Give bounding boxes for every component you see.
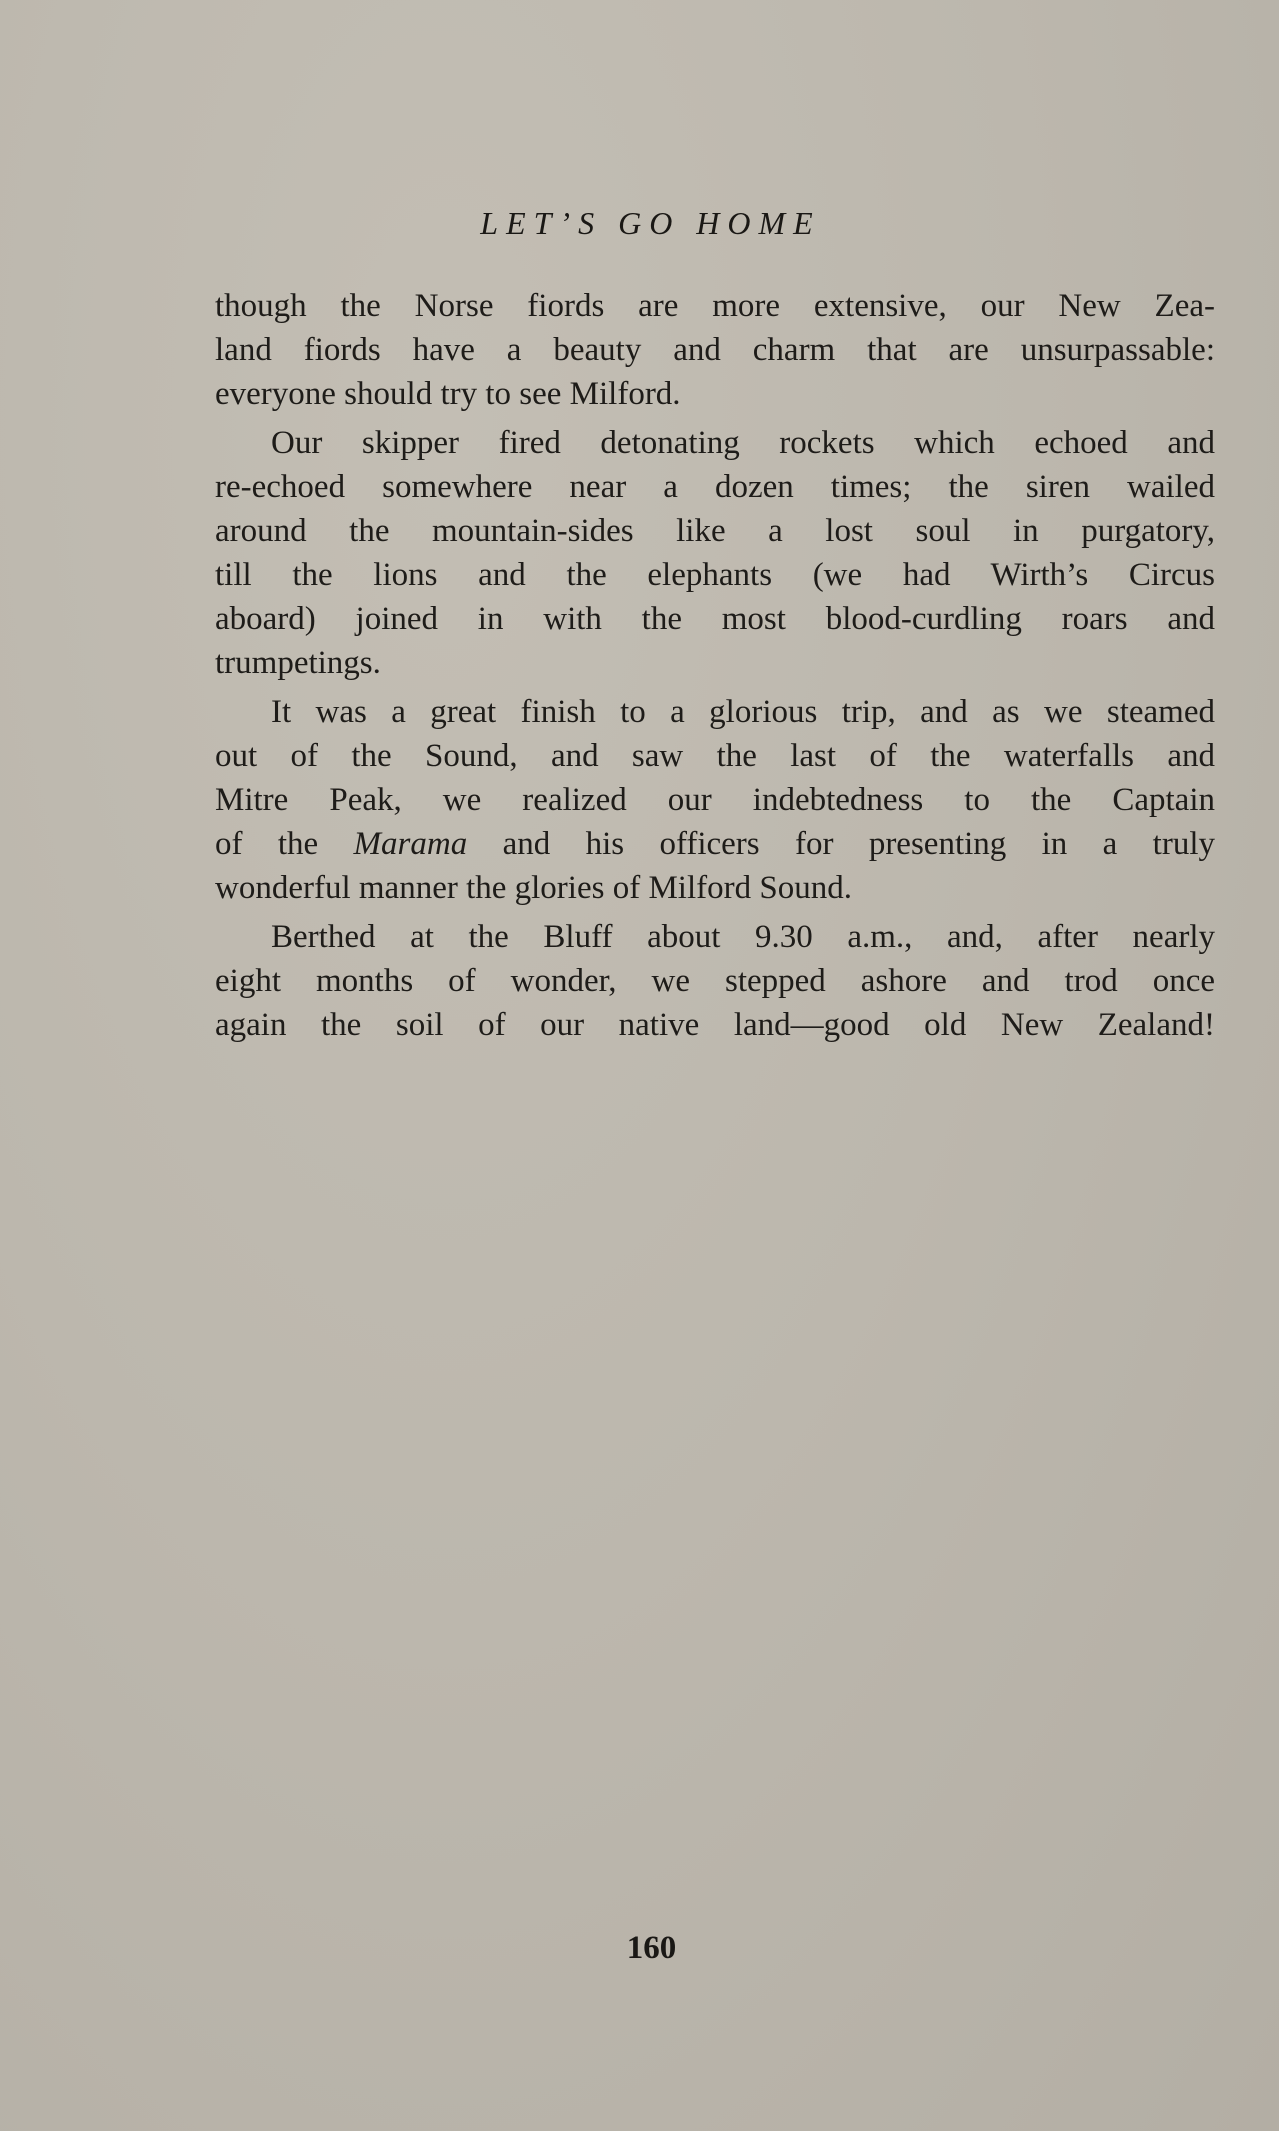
paragraph-1 <box>215 284 1215 416</box>
text-line: aboard) joined in with the most blood-curdling roars and <box>215 601 1215 637</box>
body-text <box>215 284 1215 1052</box>
page-number: 160 <box>626 1930 677 1966</box>
text-fragment: and his officers for presenting in a truly <box>467 826 1215 862</box>
paragraph-4 <box>215 915 1215 1047</box>
text-line: land fiords have a beauty and charm that are unsurpassable: <box>215 332 1215 368</box>
text-line: though the Norse fiords are more extensive, our New Zea- <box>215 288 1215 324</box>
text-line: around the mountain-sides like a lost soul in purgatory, <box>215 513 1215 549</box>
text-line: Our skipper fired detonating rockets which echoed and <box>271 425 1215 461</box>
text-fragment: of the <box>215 826 354 862</box>
running-head: LET’S GO HOME <box>480 205 821 241</box>
text-line: wonderful manner the glories of Milford Sound. <box>215 870 852 906</box>
text-line: trumpetings. <box>215 645 381 681</box>
paragraph-3 <box>215 690 1215 910</box>
text-line: eight months of wonder, we stepped ashore and trod once <box>215 963 1215 999</box>
text-line: Mitre Peak, we realized our indebtedness to the Captain <box>215 782 1215 818</box>
text-line: re-echoed somewhere near a dozen times; the siren wailed <box>215 469 1215 505</box>
text-line: everyone should try to see Milford. <box>215 376 681 412</box>
text-line: Berthed at the Bluff about 9.30 a.m., and, after nearly <box>271 919 1215 955</box>
text-line: till the lions and the elephants (we had Wirth’s Circus <box>215 557 1215 593</box>
text-line-with-ship-name <box>215 822 1215 866</box>
text-line: again the soil of our native land—good old New Zealand! <box>215 1007 1215 1043</box>
text-line: out of the Sound, and saw the last of the waterfalls and <box>215 738 1215 774</box>
text-line: It was a great finish to a glorious trip, and as we steamed <box>271 694 1215 730</box>
ship-name: Marama <box>353 826 468 862</box>
paragraph-2 <box>215 421 1215 685</box>
